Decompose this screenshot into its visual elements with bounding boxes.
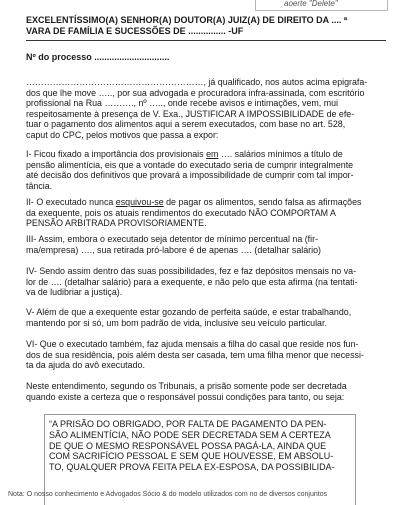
paragraph-vi — [26, 339, 386, 371]
heading-rule — [26, 40, 386, 41]
text-line: ma/empresa) …., sua retirada pró-labore é de apenas …. (detalhar salário) — [26, 244, 321, 255]
paragraph-v — [26, 307, 386, 328]
paragraph-vii — [26, 381, 386, 402]
text-line: VI- Que o executado também, faz ajuda mensais a filha do casal que reside nos fun- — [26, 339, 359, 349]
text-line: lor de …. (detalhar salário) para a exequente, e não pelo que esta afirma (na tentati- — [26, 276, 358, 287]
quote-line: SÃO ALIMENTÍCIA, NÃO PODE SER DECRETADA SEM A CERTEZA — [49, 429, 331, 440]
delete-note-text: aoerte "Delete" — [284, 0, 338, 8]
text-line: profissional na Rua ………., nº ….., onde recebe avisos e intimações, vem, mui — [26, 98, 339, 109]
text-span: I- Ficou fixado a importância dos provisionais — [26, 149, 207, 159]
heading-line-1: EXCELENTÍSSIMO(A) SENHOR(A) DOUTOR(A) JUIZ(A) DE DIREITO DA .... ª — [26, 15, 348, 25]
text-line: IV- Sendo assim dentro das suas possibilidades, fez e faz depósitos mensais no va- — [26, 266, 357, 276]
quote-line: TO, QUALQUER PROVA FEITA PELA EX-ESPOSA, DA POSSIBILIDA- — [49, 462, 335, 473]
text-line: PENSÃO ARBITRADA PROVISORIAMENTE. — [26, 218, 207, 229]
text-line: dos que lhe move ….., por sua advogada e procuradora infra-assinada, com escritório — [26, 87, 365, 98]
text-line: respeitosamente à presença de V. Exa., JUSTIFICAR A IMPOSSIBILIDADE de efe- — [26, 108, 355, 119]
delete-note-box — [255, 0, 388, 11]
text-span: …. salários mínimos a título de — [218, 149, 343, 159]
text-line: da exequente, pois os atuais rendimentos do executado NÃO COMPORTAM A — [26, 207, 336, 218]
process-number: Nº do processo .............................. — [26, 52, 170, 62]
quote-line: DE QUE O MESMO RESPONSÁVEL POSSA PAGÁ-LA, AINDA QUE — [49, 440, 327, 451]
footnote-text: O nosso conhecimento e Advogados Sócio & do modelo utilizados com no de diversos conjuntos — [26, 491, 328, 498]
text-line: quando existe a certeza que o responsável possui condições para tanto, ou seja: — [26, 391, 345, 402]
paragraph-iv — [26, 266, 386, 298]
quote-line: COM SACRIFÍCIO PESSOAL E SEM QUE HOUVESSE, EM ABSOLU- — [49, 451, 334, 462]
quote-line: “A PRISÃO DO OBRIGADO, POR FALTA DE PAGAMENTO DA PEN- — [49, 419, 327, 429]
petition-heading — [26, 15, 386, 37]
text-span: de pagar os alimentos, sendo falsa as afirmações — [163, 197, 362, 207]
text-span: II- O executado nunca — [26, 197, 116, 207]
text-line: mantendo por si só, um bom padrão de vida, inclusive seu veículo particular. — [26, 317, 327, 328]
text-line: caput do CPC, pelos motivos que passa a expor: — [26, 129, 219, 140]
text-line: va de ludibriar a justiça). — [26, 287, 123, 298]
text-line: Neste entendimento, segundo os Tribunais, a prisão somente pode ser decretada — [26, 381, 347, 391]
spelling-underline: esquivou-se — [115, 197, 164, 207]
heading-line-2: VARA DE FAMÍLIA E SUCESSÕES DE ............... -UF — [26, 26, 244, 36]
footnote-label: Nota: — [8, 491, 25, 498]
text-line: ……………………………………………………, já qualificado, nos autos acima epigrafa- — [26, 77, 368, 87]
text-line: tuar o pagamento dos alimentos aqui a serem executados, com base no art. 528, — [26, 119, 346, 130]
spelling-underline: em — [206, 149, 219, 159]
paragraph-i — [26, 149, 386, 191]
text-line: tância. — [26, 180, 53, 191]
quote-text — [49, 419, 335, 473]
paragraph-iii — [26, 234, 386, 255]
intro-paragraph — [26, 77, 386, 141]
text-line — [26, 149, 386, 160]
text-line: ta da ajuda do avô executado. — [26, 360, 145, 371]
paragraph-ii — [26, 197, 386, 229]
text-line: dos de sua residência, pois além desta ser casada, tem uma filha menor que necessi- — [26, 349, 364, 360]
text-line: III- Assim, embora o executado seja detentor de mínimo percentual na (fir- — [26, 234, 319, 244]
footnote — [8, 491, 327, 498]
text-line — [26, 197, 386, 208]
text-line: V- Além de que a exequente estar gozando de perfeita saúde, e estar trabalhando, — [26, 307, 352, 317]
text-line: até decisão dos definitivos que provará a impossibilidade de cumprir com tal impor- — [26, 170, 354, 181]
text-line: pensão alimentícia, eis que a vontade do executado seria de cumprir integralmente — [26, 159, 354, 170]
